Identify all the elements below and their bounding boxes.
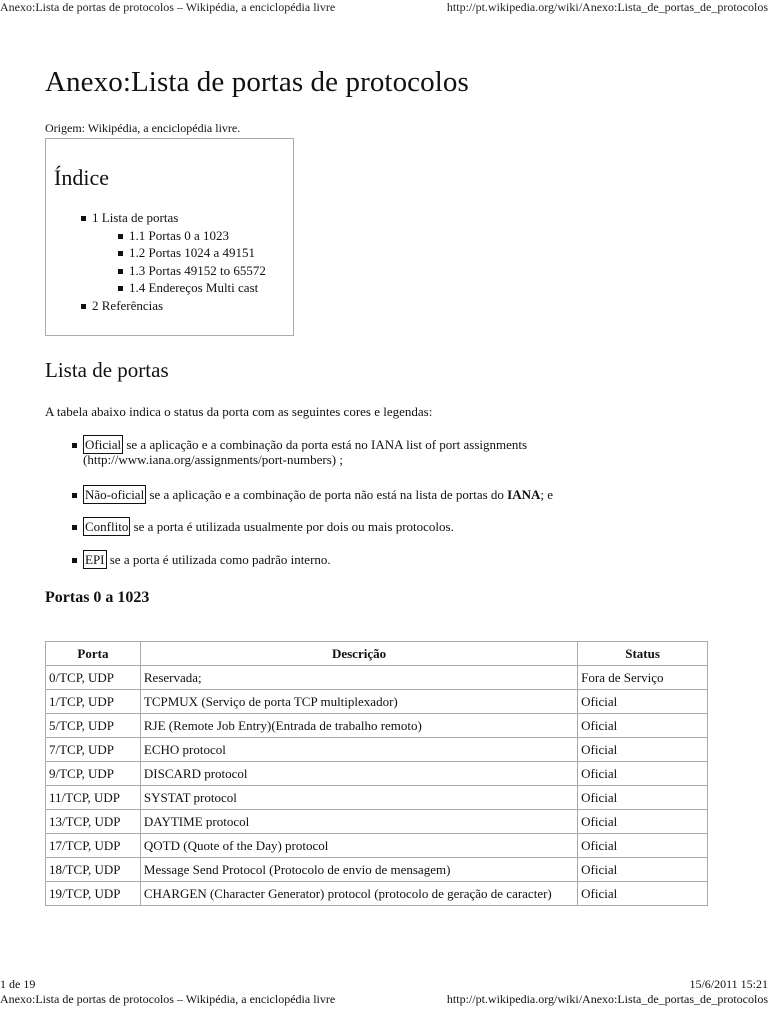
intro-text: A tabela abaixo indica o status da porta com as seguintes cores e legendas: [45,404,433,419]
cell-descricao: TCPMUX (Serviço de porta TCP multiplexador) [140,690,577,714]
cell-porta: 11/TCP, UDP [46,786,141,810]
cell-porta: 5/TCP, UDP [46,714,141,738]
cell-descricao: RJE (Remote Job Entry)(Entrada de trabalho remoto) [140,714,577,738]
legend-text: se a porta é utilizada como padrão interno. [106,552,331,567]
legend-tag-epi: EPI [85,552,105,567]
cell-porta: 0/TCP, UDP [46,666,141,690]
table-row [46,858,708,882]
footer-url: http://pt.wikipedia.org/wiki/Anexo:Lista_de_portas_de_protocolos [446,992,768,1006]
subsection-heading: Portas 0 a 1023 [45,589,150,606]
toc-item-portas-0-1023[interactable]: 1.1 Portas 0 a 1023 [129,228,230,243]
table-row [46,690,708,714]
cell-status: Oficial [578,858,708,882]
toc-heading: Índice [54,165,109,190]
legend-item-conflito [83,519,454,534]
table-row [46,882,708,906]
table-row [46,738,708,762]
column-header-descricao[interactable]: Descrição [140,642,577,666]
legend-text-url: (http://www.iana.org/assignments/port-numbers) ; [83,452,343,467]
toc-item-lista-de-portas[interactable]: 1 Lista de portas [92,210,179,225]
page-title: Anexo:Lista de portas de protocolos [45,66,469,98]
cell-descricao: CHARGEN (Character Generator) protocol (protocolo de geração de caracter) [140,882,577,906]
cell-status: Oficial [578,738,708,762]
cell-status: Oficial [578,762,708,786]
cell-descricao: DISCARD protocol [140,762,577,786]
table-row [46,786,708,810]
cell-porta: 17/TCP, UDP [46,834,141,858]
cell-status: Fora de Serviço [578,666,708,690]
cell-status: Oficial [578,834,708,858]
footer-datetime: 15/6/2011 15:21 [689,977,768,991]
cell-porta: 9/TCP, UDP [46,762,141,786]
legend-tag-conflito: Conflito [85,519,129,534]
toc-item-portas-1024-49151[interactable]: 1.2 Portas 1024 a 49151 [129,245,256,260]
cell-descricao: QOTD (Quote of the Day) protocol [140,834,577,858]
legend-text: se a aplicação e a combinação da porta está no IANA list of port assignments [123,437,528,452]
toc-item-portas-49152-65572[interactable]: 1.3 Portas 49152 to 65572 [129,263,266,278]
cell-porta: 19/TCP, UDP [46,882,141,906]
table-row [46,714,708,738]
legend-item-nao-oficial [83,487,553,502]
cell-porta: 1/TCP, UDP [46,690,141,714]
table-row [46,762,708,786]
cell-descricao: Reservada; [140,666,577,690]
legend-text: se a aplicação e a combinação de porta não está na lista de portas do [146,487,508,502]
footer-page-number: 1 de 19 [0,977,36,991]
toc-item-referencias[interactable]: 2 Referências [92,298,164,313]
cell-porta: 18/TCP, UDP [46,858,141,882]
cell-descricao: DAYTIME protocol [140,810,577,834]
table-row [46,666,708,690]
legend-tag-nao-oficial: Não-oficial [85,487,145,502]
cell-descricao: ECHO protocol [140,738,577,762]
table-row [46,810,708,834]
cell-descricao: SYSTAT protocol [140,786,577,810]
legend-item-oficial [83,437,527,467]
print-header-url: http://pt.wikipedia.org/wiki/Anexo:Lista_de_portas_de_protocolos [446,0,768,14]
cell-status: Oficial [578,714,708,738]
section-heading: Lista de portas [45,358,169,382]
legend-text-iana[interactable]: IANA [507,487,541,502]
legend-text: se a porta é utilizada usualmente por dois ou mais protocolos. [130,519,454,534]
table-of-contents [45,138,294,336]
column-header-status[interactable]: Status [578,642,708,666]
cell-porta: 13/TCP, UDP [46,810,141,834]
table-row [46,834,708,858]
cell-descricao: Message Send Protocol (Protocolo de envio de mensagem) [140,858,577,882]
cell-status: Oficial [578,786,708,810]
legend-item-epi [83,552,331,567]
cell-porta: 7/TCP, UDP [46,738,141,762]
print-header-title: Anexo:Lista de portas de protocolos – Wikipédia, a enciclopédia livre [0,0,336,14]
legend-tag-oficial: Oficial [85,437,122,452]
table-header-row [46,642,708,666]
ports-table [45,641,708,906]
footer-title: Anexo:Lista de portas de protocolos – Wikipédia, a enciclopédia livre [0,992,336,1006]
cell-status: Oficial [578,690,708,714]
origin-note: Origem: Wikipédia, a enciclopédia livre. [45,121,241,135]
cell-status: Oficial [578,810,708,834]
legend-text-after: ; e [540,487,554,502]
cell-status: Oficial [578,882,708,906]
toc-item-enderecos-multicast[interactable]: 1.4 Endereços Multi cast [129,280,259,295]
column-header-porta[interactable]: Porta [46,642,141,666]
